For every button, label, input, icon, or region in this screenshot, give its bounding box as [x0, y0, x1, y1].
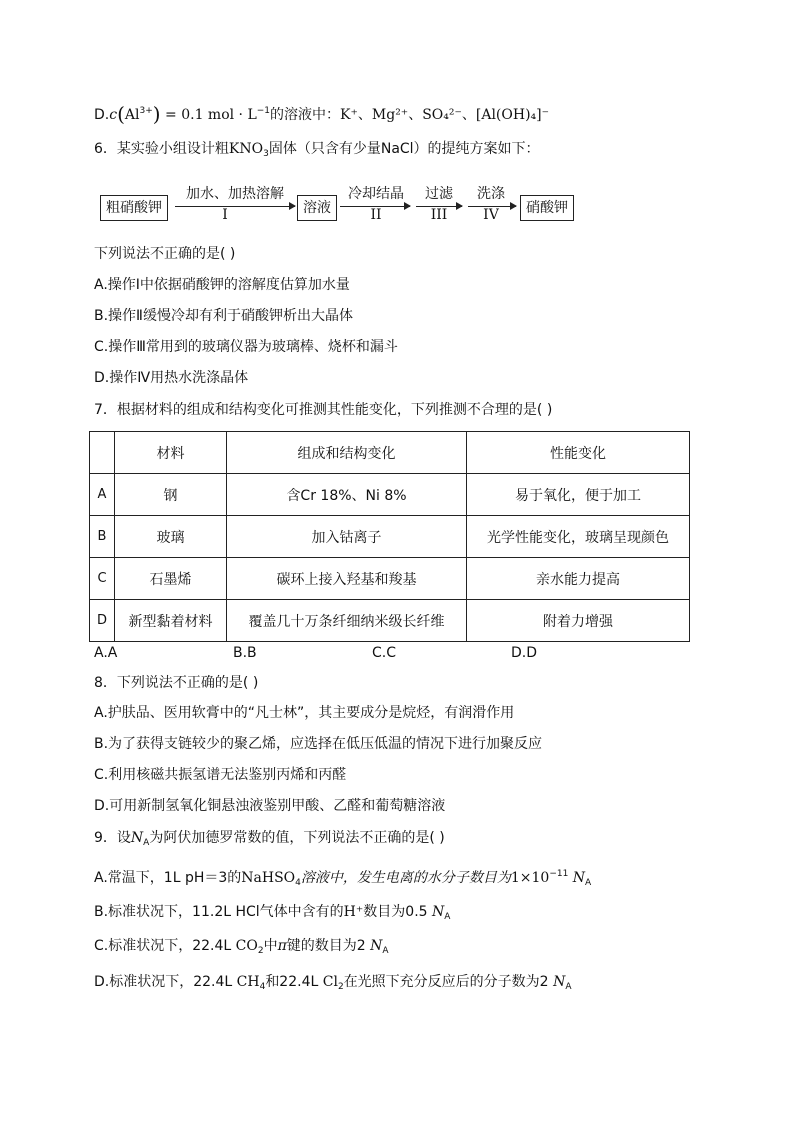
q7-answer-c: C.C [372, 645, 397, 661]
q9-option-c [94, 936, 389, 961]
paren-right: ) [152, 102, 161, 126]
q9-option-b [94, 902, 450, 927]
avogadro-symbol: N [553, 974, 566, 990]
ion-charge: 3+ [139, 106, 153, 116]
materials-table [89, 431, 690, 642]
formula: CH [236, 974, 260, 990]
unit-exponent: −1 [256, 106, 271, 116]
q9-stem [94, 828, 445, 853]
flow-box-start: 粗硝酸钾 [100, 195, 168, 221]
table-cell: D [90, 600, 115, 642]
table-cell: 亲水能力提高 [467, 558, 690, 600]
avogadro-symbol: N [370, 938, 383, 954]
table-cell: 碳环上接入羟基和羧基 [227, 558, 467, 600]
q7-answer-a: A.A [94, 645, 118, 661]
stem-text: 为阿伏加德罗常数的值，下列说法不正确的是( ) [149, 830, 445, 846]
pi-symbol: π [277, 938, 287, 954]
q5-option-d [94, 101, 549, 125]
flow-step3-number: III [430, 207, 448, 223]
option-text: B.标准状况下，11.2L HCl气体中含有的 [94, 904, 344, 920]
ion-symbol: H⁺ [343, 904, 364, 920]
avogadro-subscript: A [143, 838, 150, 848]
q8-stem: 8．下列说法不正确的是( ) [94, 675, 259, 691]
ion-list: K⁺、Mg²⁺、SO₄²⁻、[Al(OH)₄]⁻ [340, 107, 550, 123]
flow-step2-number: II [370, 207, 382, 223]
table-cell: B [90, 516, 115, 558]
flow-step4-number: IV [483, 207, 499, 223]
stem-text: 6．某实验小组设计粗 [94, 141, 229, 157]
paren-left: ( [117, 102, 125, 126]
table-cell: 光学性能变化，玻璃呈现颜色 [467, 516, 690, 558]
q8-option-c: C.利用核磁共振氢谱无法鉴别丙烯和丙醛 [94, 767, 347, 783]
table-header-cell: 性能变化 [467, 432, 690, 474]
q7-stem: 7．根据材料的组成和结构变化可推测其性能变化，下列推测不合理的是( ) [94, 402, 553, 418]
stem-text: 9．设 [94, 830, 131, 846]
stem-text: 固体（只含有少量NaCl）的提纯方案如下： [268, 141, 540, 157]
flow-step4-label: 洗涤 [477, 186, 505, 202]
concentration-symbol: c [109, 107, 118, 123]
flow-box-end: 硝酸钾 [520, 195, 574, 221]
formula-subscript: 4 [259, 982, 266, 992]
table-row [90, 474, 690, 516]
q9-option-d [94, 972, 571, 997]
avogadro-symbol: N [572, 870, 586, 886]
avogadro-subscript: A [585, 878, 592, 888]
option-text: 溶液中，发生电离的水分子数目为 [300, 870, 511, 886]
option-text: A.常温下，1L pH＝3的 [94, 870, 242, 886]
formula-subscript: 2 [257, 946, 264, 956]
table-cell: A [90, 474, 115, 516]
formula: KNO [228, 141, 264, 157]
flow-box-mid: 溶液 [297, 195, 337, 221]
option-text: 在光照下充分反应后的分子数为2 [343, 974, 549, 990]
option-text: C.标准状况下，22.4L [94, 938, 232, 954]
q6-option-c: C.操作Ⅲ常用到的玻璃仪器为玻璃棒、烧杯和漏斗 [94, 339, 398, 355]
q8-option-a: A.护肤品、医用软膏中的“凡士林”，其主要成分是烷烃，有润滑作用 [94, 705, 515, 721]
table-cell: 玻璃 [115, 516, 227, 558]
avogadro-subscript: A [444, 912, 451, 922]
formula-subscript: 4 [295, 878, 301, 888]
table-header-cell: 材料 [115, 432, 227, 474]
avogadro-subscript: A [382, 946, 389, 956]
option-text: 的溶液中： [270, 107, 341, 123]
q6-option-b: B.操作Ⅱ缓慢冷却有利于硝酸钾析出大晶体 [94, 308, 353, 324]
q9-option-a [94, 864, 591, 893]
option-text: 数目为0.5 [363, 904, 428, 920]
q6-option-a: A.操作Ⅰ中依据硝酸钾的溶解度估算加水量 [94, 277, 350, 293]
flow-step1-label: 加水、加热溶解 [186, 186, 284, 202]
avogadro-symbol: N [432, 904, 445, 920]
formula: CO [235, 938, 258, 954]
table-cell: 钢 [115, 474, 227, 516]
formula-subscript: 3 [263, 149, 269, 159]
flow-step2-label: 冷却结晶 [348, 186, 404, 202]
flow-step1-number: I [222, 207, 228, 223]
table-header-row [90, 432, 690, 474]
q8-option-d: D.可用新制氢氧化铜悬浊液鉴别甲酸、乙醛和葡萄糖溶液 [94, 798, 446, 814]
table-cell: 附着力增强 [467, 600, 690, 642]
scientific-number: 1×10 [510, 870, 550, 886]
ion-symbol: Al [124, 107, 140, 123]
table-cell: 新型黏着材料 [115, 600, 227, 642]
table-header-cell: 组成和结构变化 [227, 432, 467, 474]
table-cell: 含Cr 18%、Ni 8% [227, 474, 467, 516]
q6-question: 下列说法不正确的是( ) [94, 246, 236, 262]
exponent: −11 [549, 869, 569, 879]
option-prefix: D. [94, 107, 110, 123]
option-text: 键的数目为2 [286, 938, 366, 954]
table-cell: 覆盖几十万条纤细纳米级长纤维 [227, 600, 467, 642]
q6-option-d: D.操作Ⅳ用热水洗涤晶体 [94, 370, 249, 386]
concentration-value: = 0.1 mol · L [165, 107, 257, 123]
table-header-cell [90, 432, 115, 474]
formula: Cl [322, 974, 338, 990]
option-text: 中 [263, 938, 278, 954]
table-cell: C [90, 558, 115, 600]
formula: NaHSO [241, 870, 296, 886]
table-cell: 加入钴离子 [227, 516, 467, 558]
table-cell: 易于氧化，便于加工 [467, 474, 690, 516]
formula-subscript: 2 [337, 982, 344, 992]
table-cell: 石墨烯 [115, 558, 227, 600]
option-text: 和22.4L [265, 974, 319, 990]
q8-option-b: B.为了获得支链较少的聚乙烯，应选择在低压低温的情况下进行加聚反应 [94, 736, 543, 752]
q7-answer-b: B.B [233, 645, 257, 661]
avogadro-symbol: N [130, 830, 144, 846]
q6-stem [94, 139, 540, 164]
flow-step3-label: 过滤 [425, 186, 453, 202]
option-text: D.标准状况下，22.4L [94, 974, 233, 990]
avogadro-subscript: A [565, 982, 572, 992]
table-row [90, 600, 690, 642]
table-row [90, 558, 690, 600]
q7-answer-d: D.D [511, 645, 538, 661]
table-row [90, 516, 690, 558]
